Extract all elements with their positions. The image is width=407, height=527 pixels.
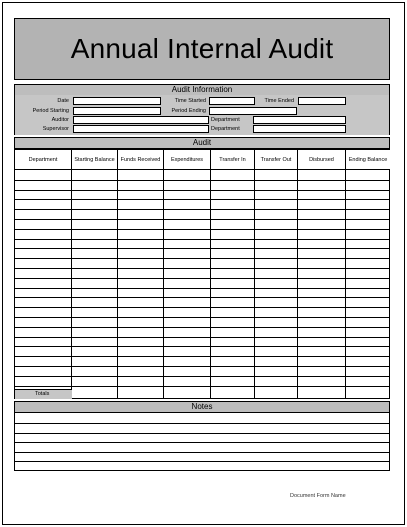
transfer-out-column (255, 170, 298, 399)
time-ended-label: Time Ended (264, 98, 294, 104)
disbursed-column (298, 170, 346, 399)
supervisor-label: Supervisor (42, 126, 69, 132)
time-started-label: Time Started (174, 98, 206, 104)
period-starting-field[interactable] (73, 107, 161, 115)
table-row-line (15, 199, 390, 200)
notes-header (14, 401, 390, 413)
starting-balance-column (72, 170, 118, 399)
department-label: Department (211, 117, 240, 123)
column-header-ending-balance: Ending Balance (346, 150, 390, 170)
table-row-line (15, 239, 390, 240)
notes-line (15, 433, 389, 434)
table-row-line (15, 288, 390, 289)
notes-line (15, 461, 389, 462)
notes-header-label: Notes (191, 402, 213, 411)
column-header-disbursed: Disbursed (298, 150, 346, 170)
column-header-funds-received: Funds Received (118, 150, 164, 170)
column-header-transfer-out: Transfer Out (255, 150, 298, 170)
department2-label: Department (211, 126, 240, 132)
table-row-line (15, 258, 390, 259)
column-header-starting-balance: Starting Balance (72, 150, 118, 170)
transfer-in-column (211, 170, 255, 399)
department2-field[interactable] (253, 125, 346, 133)
department-field[interactable] (253, 116, 346, 124)
table-row-line (15, 386, 390, 387)
funds-received-column (118, 170, 164, 399)
table-row-line (15, 209, 390, 210)
date-field[interactable] (73, 97, 161, 105)
page-title: Annual Internal Audit (70, 33, 334, 64)
audit-information-grid (14, 95, 390, 135)
table-row-line (15, 366, 390, 367)
date-label: Date (57, 98, 69, 104)
table-row-line (15, 268, 390, 269)
audit-information-header-label: Audit Information (171, 85, 233, 94)
table-row-line (15, 337, 390, 338)
notes-area[interactable] (14, 413, 390, 471)
supervisor-field[interactable] (73, 125, 209, 133)
notes-line (15, 423, 389, 424)
table-row-line (15, 356, 390, 357)
expenditures-column (164, 170, 211, 399)
column-header-department: Department (15, 150, 72, 170)
table-row-line (15, 219, 390, 220)
totals-label-cell (15, 389, 72, 399)
column-header-expenditures: Expenditures (164, 150, 211, 170)
title-banner (14, 18, 390, 80)
time-started-field[interactable] (209, 97, 255, 105)
table-row-line (15, 180, 390, 181)
table-row-line (15, 297, 390, 298)
notes-line (15, 442, 389, 443)
notes-line (15, 452, 389, 453)
period-ending-label: Period Ending (171, 108, 206, 114)
table-row-line (15, 190, 390, 191)
column-header-transfer-in: Transfer In (211, 150, 255, 170)
table-row-line (15, 376, 390, 377)
table-row-line (15, 317, 390, 318)
period-ending-field[interactable] (209, 107, 297, 115)
audit-header-label: Audit (192, 138, 212, 147)
auditor-label: Auditor (51, 117, 69, 123)
audit-table (14, 149, 390, 399)
table-row-line (15, 307, 390, 308)
table-row-line (15, 327, 390, 328)
table-row-line (15, 278, 390, 279)
table-row-line (15, 248, 390, 249)
footer-form-name: Document Form Name (290, 493, 346, 499)
period-starting-label: Period Starting (32, 108, 69, 114)
department-column (15, 170, 72, 399)
totals-label: Totals (35, 391, 50, 397)
audit-header (14, 137, 390, 149)
time-ended-field[interactable] (298, 97, 346, 105)
auditor-field[interactable] (73, 116, 209, 124)
table-row-line (15, 229, 390, 230)
table-row-line (15, 346, 390, 347)
